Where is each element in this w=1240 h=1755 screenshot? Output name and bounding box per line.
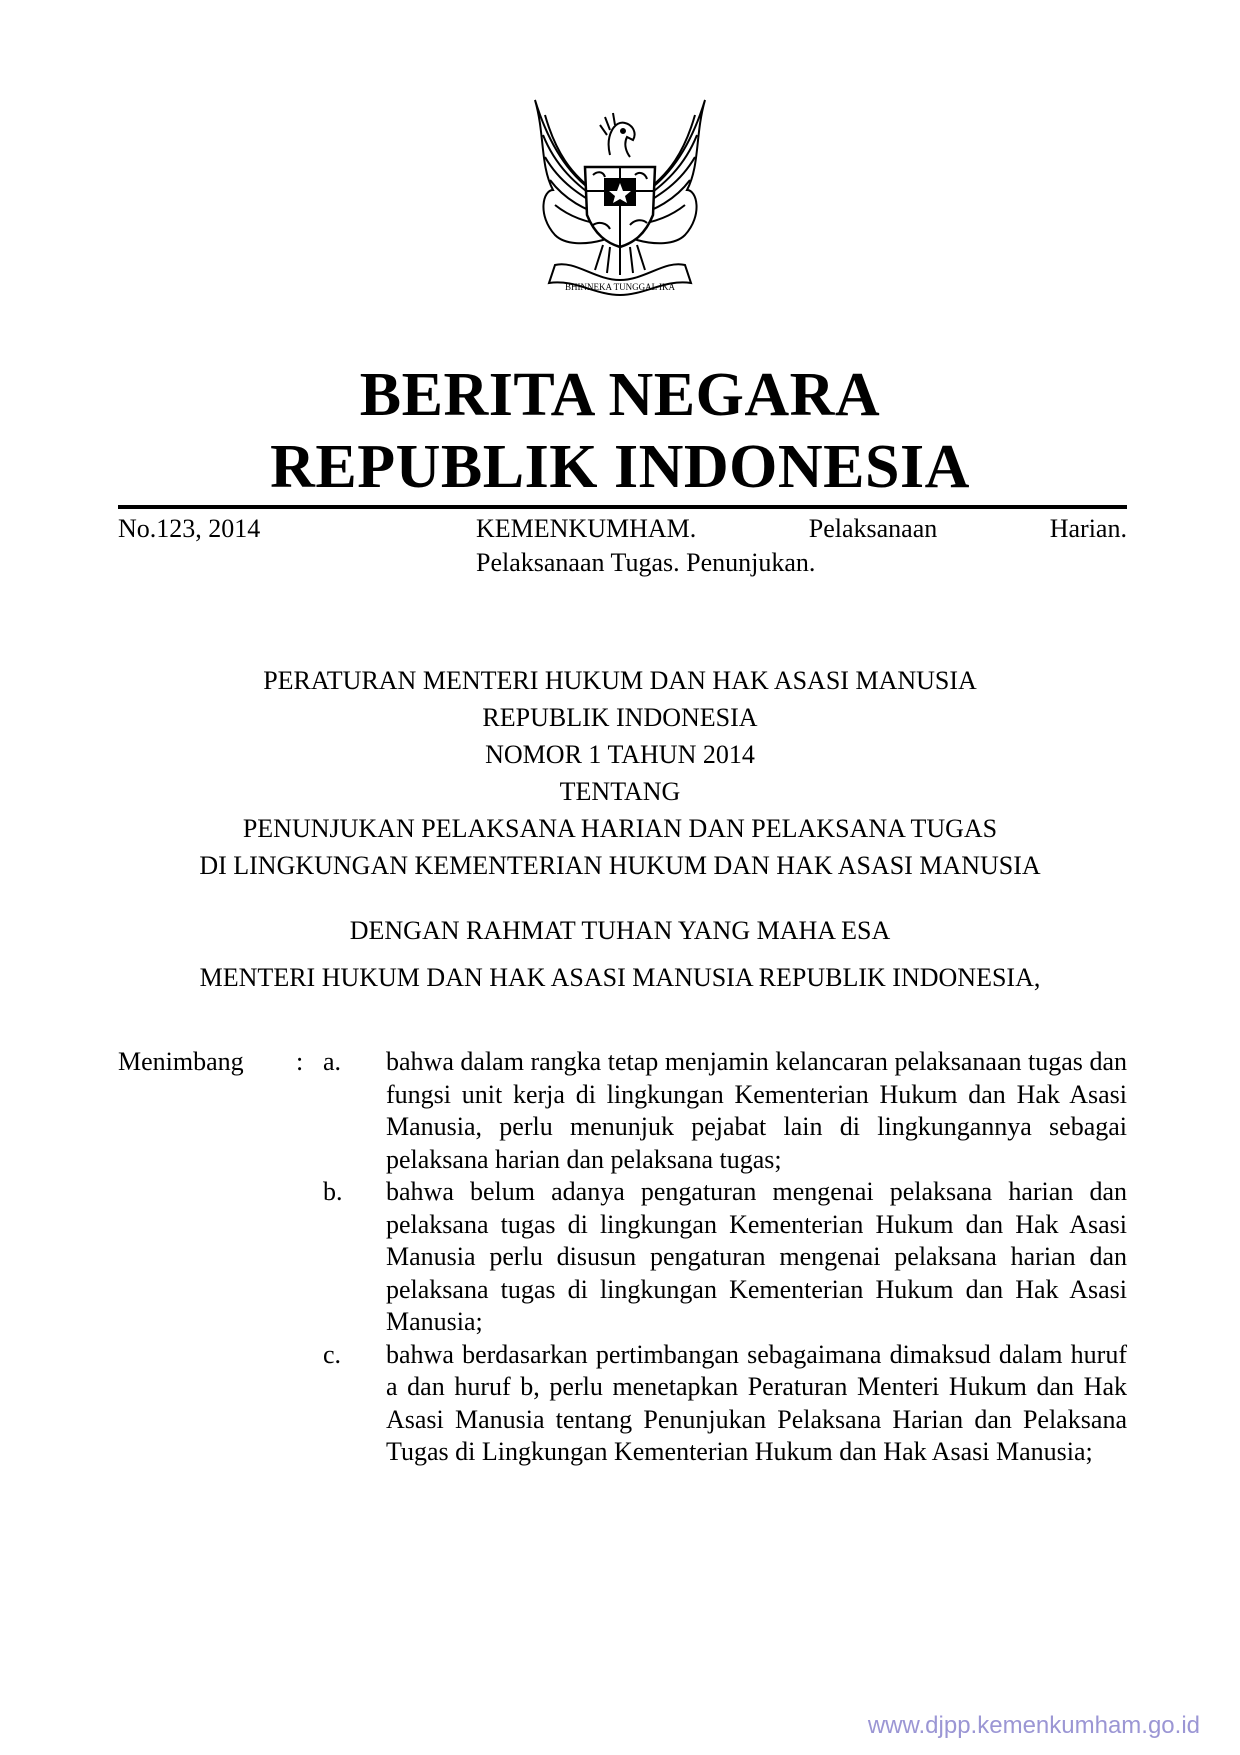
subject-word: Pelaksanaan <box>808 514 938 543</box>
footer-website-link[interactable]: www.djpp.kemenkumham.go.id <box>867 1712 1200 1739</box>
regulation-line: TENTANG <box>559 777 681 806</box>
list-item <box>118 1339 1127 1469</box>
regulation-line: PERATURAN MENTERI HUKUM DAN HAK ASASI MANUSIA <box>263 666 977 695</box>
gazette-title-line1: BERITA NEGARA <box>359 361 881 429</box>
item-letter: a. <box>323 1047 342 1076</box>
regulation-line: DI LINGKUNGAN KEMENTERIAN HUKUM DAN HAK ASASI MANUSIA <box>199 851 1041 880</box>
regulation-line: PENUNJUKAN PELAKSANA HARIAN DAN PELAKSANA TUGAS <box>242 814 998 843</box>
subject-word: Harian. <box>1049 514 1127 543</box>
item-text: bahwa berdasarkan pertimbangan sebagaimana dimaksud dalam huruf a dan huruf b, perlu menetapkan Peraturan Menteri Hukum dan Hak Asasi Manusia tentang Penunjukan Pelaksana Harian dan Pelaksana Tugas di Lingkungan Kementerian Hukum dan Hak Asasi Manusia; <box>386 1339 1127 1466</box>
subject-word: KEMENKUMHAM. <box>476 514 697 543</box>
subject-line2: Pelaksanaan Tugas. Penunjukan. <box>476 548 816 577</box>
gazette-number: No.123, 2014 <box>118 514 261 543</box>
gazette-subject <box>476 512 1127 580</box>
considering-section <box>118 1046 1127 1469</box>
preamble <box>0 912 1240 996</box>
regulation-line: REPUBLIK INDONESIA <box>482 703 758 732</box>
regulation-heading <box>0 662 1240 884</box>
considering-label: Menimbang <box>118 1047 244 1076</box>
preamble-line: MENTERI HUKUM DAN HAK ASASI MANUSIA REPUBLIK INDONESIA, <box>199 963 1041 992</box>
gazette-title-line2: REPUBLIK INDONESIA <box>270 433 970 501</box>
item-text: bahwa belum adanya pengaturan mengenai pelaksana harian dan pelaksana tugas di lingkungan Kementerian Hukum dan Hak Asasi Manusia perlu disusun pengaturan mengenai pelaksana harian dan pelaksana tugas di lingkungan Kementerian Hukum dan Hak Asasi Manusia; <box>386 1177 1127 1336</box>
preamble-line: DENGAN RAHMAT TUHAN YANG MAHA ESA <box>349 916 891 945</box>
list-item <box>118 1046 1127 1176</box>
item-letter: b. <box>323 1177 343 1206</box>
svg-text:BHINNEKA TUNGGAL IKA: BHINNEKA TUNGGAL IKA <box>565 282 675 292</box>
list-item <box>118 1176 1127 1339</box>
item-letter: c. <box>323 1339 342 1369</box>
title-divider <box>118 505 1127 509</box>
garuda-emblem-icon <box>515 95 725 305</box>
item-text: bahwa dalam rangka tetap menjamin kelancaran pelaksanaan tugas dan fungsi unit kerja di lingkungan Kementerian Hukum dan Hak Asasi Manusia, perlu menunjuk pejabat lain di lingkungannya sebagai pelaksana harian dan pelaksana tugas; <box>386 1047 1127 1174</box>
regulation-line: NOMOR 1 TAHUN 2014 <box>485 740 755 769</box>
considering-colon: : <box>296 1047 304 1076</box>
